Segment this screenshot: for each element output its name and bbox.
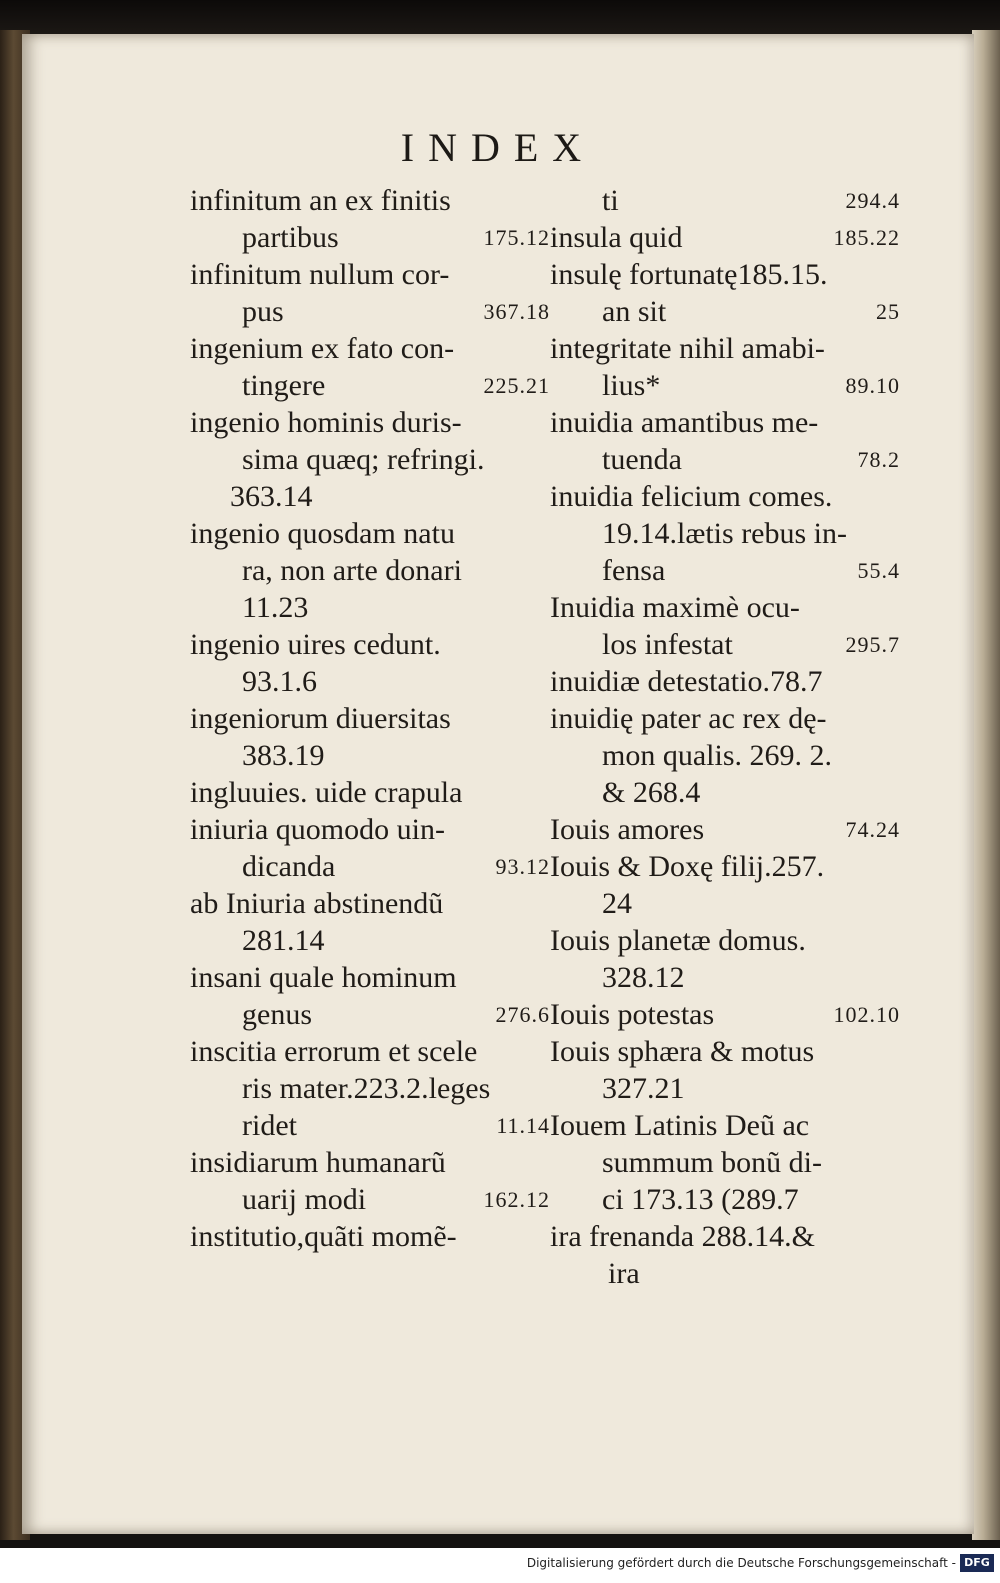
index-entry-text: mon qualis. 269. 2. [602,739,832,772]
index-entry-line [190,478,550,515]
index-entry-text: ingenio uires cedunt. [190,628,441,661]
index-entry-line [550,922,900,959]
index-entry-text: 93.1.6 [242,665,317,698]
index-entry-text: ingenio hominis duris- [190,406,462,439]
index-entry-text: tingere [242,369,326,402]
index-entry-line [550,1144,900,1181]
index-entry-line [550,293,900,330]
index-entry-text: inuidię pater ac rex dę- [550,702,827,735]
index-entry-text: ingenium ex fato con- [190,332,455,365]
index-entry-line [550,589,900,626]
index-entry-line [190,626,550,663]
index-entry-line [550,848,900,885]
index-entry-line [550,774,900,811]
index-entry-line [550,1218,900,1255]
index-entry-text: an sit [602,295,667,328]
index-entry-line [190,848,550,885]
index-entry-text: insulę fortunatę185.15. [550,258,828,291]
index-entry-page-ref: 93.12 [495,854,550,879]
index-entry-line [550,959,900,996]
index-entry-line [550,515,900,552]
index-entry-line [550,1255,900,1292]
index-entry-page-ref: 294.4 [845,188,900,213]
index-entry-line [550,330,900,367]
index-entry-text: genus [242,998,312,1031]
index-entry-text: ingeniorum diuersitas [190,702,451,735]
index-entry-line [550,219,900,256]
index-entry-line [550,478,900,515]
index-entry-page-ref: 175.12 [483,225,550,250]
index-entry-text: 11.23 [242,591,309,624]
index-entry-line [190,700,550,737]
index-entry-text: summum bonũ di- [602,1146,823,1179]
index-entry-text: 327.21 [602,1072,685,1105]
index-entry-text: ris mater.223.2.leges [242,1072,491,1105]
index-entry-page-ref: 162.12 [483,1187,550,1212]
index-entry-line [550,552,900,589]
index-entry-text: Inuidia maximè ocu- [550,591,800,624]
index-entry-line [190,404,550,441]
page-stack-edge [972,30,1000,1540]
index-column-right [550,182,900,1292]
index-entry-page-ref: 185.22 [833,225,900,250]
index-entry-text: tuenda [602,443,682,476]
index-entry-page-ref: 276.6 [495,1002,550,1027]
index-entry-line [550,996,900,1033]
index-entry-line [550,663,900,700]
index-entry-line [190,1181,550,1218]
index-entry-line [550,626,900,663]
index-entry-line [550,1181,900,1218]
index-entry-text: ira [608,1257,640,1290]
index-entry-text: integritate nihil amabi- [550,332,825,365]
index-entry-text: lius* [602,369,661,402]
index-entry-line [190,922,550,959]
footer-credit: Digitalisierung gefördert durch die Deutsche Forschungsgemeinschaft - [526,1556,956,1570]
index-entry-line [190,1033,550,1070]
index-entry-line [550,182,900,219]
index-entry-line [190,589,550,626]
index-entry-line [190,1070,550,1107]
index-entry-text: inscitia errorum et scele [190,1035,478,1068]
index-entry-line [190,774,550,811]
index-entry-text: 24 [602,887,632,920]
index-entry-text: los infestat [602,628,733,661]
index-entry-line [550,1070,900,1107]
index-entry-text: ra, non arte donari [242,554,462,587]
index-entry-line [190,959,550,996]
index-entry-line [550,404,900,441]
index-entry-line [190,996,550,1033]
index-entry-text: inuidia amantibus me- [550,406,819,439]
index-entry-page-ref: 295.7 [845,632,900,657]
index-entry-text: infinitum nullum cor- [190,258,450,291]
index-entry-line [550,1033,900,1070]
index-entry-text: Iouis planetæ domus. [550,924,806,957]
index-entry-page-ref: 102.10 [833,1002,900,1027]
index-entry-page-ref: 55.4 [857,558,900,583]
index-entry-page-ref: 225.21 [483,373,550,398]
index-entry-page-ref: 78.2 [857,447,900,472]
index-entry-line [190,663,550,700]
index-entry-line [550,737,900,774]
index-entry-line [190,1144,550,1181]
index-entry-text: Iouis potestas [550,998,715,1031]
index-entry-text: insidiarum humanarũ [190,1146,446,1179]
index-entry-text: 281.14 [242,924,325,957]
index-entry-text: Iouis & Doxę filij.257. [550,850,825,883]
index-entry-text: partibus [242,221,339,254]
index-entry-text: iniuria quomodo uin- [190,813,445,846]
index-entry-text: ridet [242,1109,297,1142]
index-entry-line [190,330,550,367]
index-entry-text: insani quale hominum [190,961,457,994]
footer-bar [0,1548,1000,1583]
index-entry-text: sima quæq; refringi. [242,443,485,476]
index-entry-line [190,293,550,330]
index-entry-line [190,885,550,922]
index-entry-text: ci 173.13 (289.7 [602,1183,799,1216]
index-entry-line [550,1107,900,1144]
index-entry-text: ingluuies. uide crapula [190,776,463,809]
index-entry-text: Iouis amores [550,813,705,846]
index-entry-text: 328.12 [602,961,685,994]
index-entry-text: inuidiæ detestatio.78.7 [550,665,823,698]
index-entry-text: 383.19 [242,739,325,772]
index-entry-text: uarij modi [242,1183,367,1216]
index-entry-text: & 268.4 [602,776,701,809]
index-entry-line [550,700,900,737]
index-entry-text: pus [242,295,284,328]
index-entry-text: dicanda [242,850,336,883]
dfg-logo: DFG [960,1554,994,1572]
index-entry-page-ref: 11.14 [496,1113,550,1138]
index-entry-page-ref: 74.24 [845,817,900,842]
index-entry-text: ira frenanda 288.14.& [550,1220,815,1253]
index-entry-text: insula quid [550,221,683,254]
index-entry-line [190,256,550,293]
index-entry-text: institutio,quãti momẽ- [190,1220,457,1253]
page-header: INDEX [400,125,596,170]
index-entry-line [550,811,900,848]
index-entry-line [190,515,550,552]
index-entry-text: 19.14.lætis rebus in- [602,517,847,550]
index-entry-line [190,811,550,848]
index-entry-line [550,256,900,293]
index-entry-page-ref: 89.10 [845,373,900,398]
index-entry-text: infinitum an ex finitis [190,184,451,217]
index-entry-line [550,367,900,404]
index-entry-line [190,1218,550,1255]
index-entry-line [190,737,550,774]
index-entry-line [190,552,550,589]
book-page [22,34,974,1534]
index-entry-line [550,885,900,922]
index-entry-page-ref: 25 [876,299,900,324]
index-column-left [190,182,550,1255]
index-entry-line [190,219,550,256]
index-entry-text: ingenio quosdam natu [190,517,455,550]
index-entry-line [190,1107,550,1144]
index-entry-text: ab Iniuria abstinendũ [190,887,444,920]
index-entry-line [190,182,550,219]
index-entry-text: fensa [602,554,666,587]
index-entry-text: 363.14 [230,480,313,513]
index-entry-text: Iouis sphæra & motus [550,1035,815,1068]
index-entry-text: Iouem Latinis Deũ ac [550,1109,810,1142]
index-entry-line [550,441,900,478]
index-entry-line [190,367,550,404]
index-entry-text: inuidia felicium comes. [550,480,833,513]
index-entry-line [190,441,550,478]
index-entry-text: ti [602,184,619,217]
index-entry-page-ref: 367.18 [483,299,550,324]
